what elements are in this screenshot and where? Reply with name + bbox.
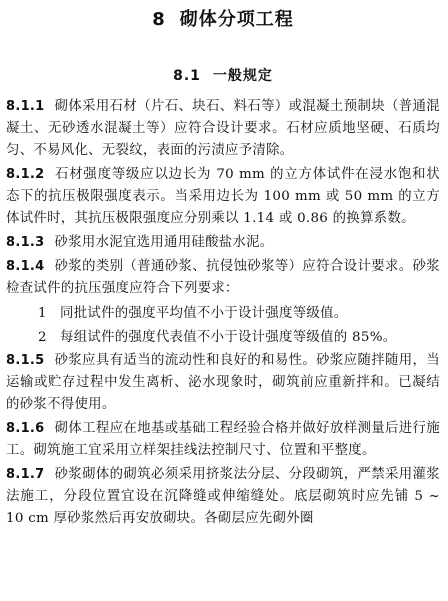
clause-number: 8.1.4 [6,259,45,274]
clause-8-1-7 [6,464,440,530]
clause-8-1-2 [6,164,440,230]
clause-8-1-1 [6,96,440,162]
clause-text: 砌体工程应在地基或基础工程经验合格并做好放样测量后进行施工。砌筑施工宜采用立样架挂线法控制尺寸、位置和平整度。 [6,421,440,458]
clause-text: 砂浆的类别（普通砂浆、抗侵蚀砂浆等）应符合设计要求。砂浆检查试件的抗压强度应符合下列要求： [6,259,440,296]
item-number: 1 [38,306,47,321]
section-title-text: 一般规定 [212,68,273,84]
clause-8-1-3 [6,232,440,254]
clause-8-1-4 [6,256,440,300]
clause-number: 8.1.1 [6,99,45,114]
requirement-item [38,326,440,350]
requirement-item [38,302,440,326]
clause-number: 8.1.6 [6,421,45,436]
section-title [6,66,440,86]
clause-number: 8.1.7 [6,467,45,482]
clause-8-1-5 [6,350,440,416]
clause-number: 8.1.5 [6,353,45,368]
item-number: 2 [38,330,47,345]
clause-8-1-6 [6,418,440,462]
clause-number: 8.1.2 [6,167,45,182]
clause-text: 砌体采用石材（片石、块石、料石等）或混凝土预制块（普通混凝土、无砂透水混凝土等）应符合设计要求。石材应质地坚硬、石质均匀、不易风化、无裂纹，表面的污渍应予清除。 [6,99,440,158]
chapter-number: 8 [152,9,166,30]
item-text: 每组试件的强度代表值不小于设计强度等级值的 85%。 [60,330,397,345]
section-number: 8.1 [173,68,201,84]
clause-number: 8.1.3 [6,235,45,250]
chapter-title-text: 砌体分项工程 [179,9,294,30]
chapter-title [6,8,440,32]
clause-text: 石材强度等级应以边长为 70 mm 的立方体试件在浸水饱和状态下的抗压极限强度表示。当采用边长为 100 mm 或 50 mm 的立方体试件时，其抗压极限强度应分别乘以 1.14 或 0.86 的换算系数。 [6,167,440,226]
clause-text: 砂浆用水泥宜选用通用硅酸盐水泥。 [54,235,274,250]
clause-text: 砂浆应具有适当的流动性和良好的和易性。砂浆应随拌随用，当运输或贮存过程中发生离析、泌水现象时，砌筑前应重新拌和。已凝结的砂浆不得使用。 [6,353,440,412]
item-text: 同批试件的强度平均值不小于设计强度等级值。 [60,306,348,321]
clause-text: 砂浆砌体的砌筑必须采用挤浆法分层、分段砌筑，严禁采用灌浆法施工，分段位置宜设在沉降缝或伸缩缝处。底层砌筑时应先铺 5 ~ 10 cm 厚砂浆然后再安放砌块。各砌层应先砌外圈 [6,467,440,526]
